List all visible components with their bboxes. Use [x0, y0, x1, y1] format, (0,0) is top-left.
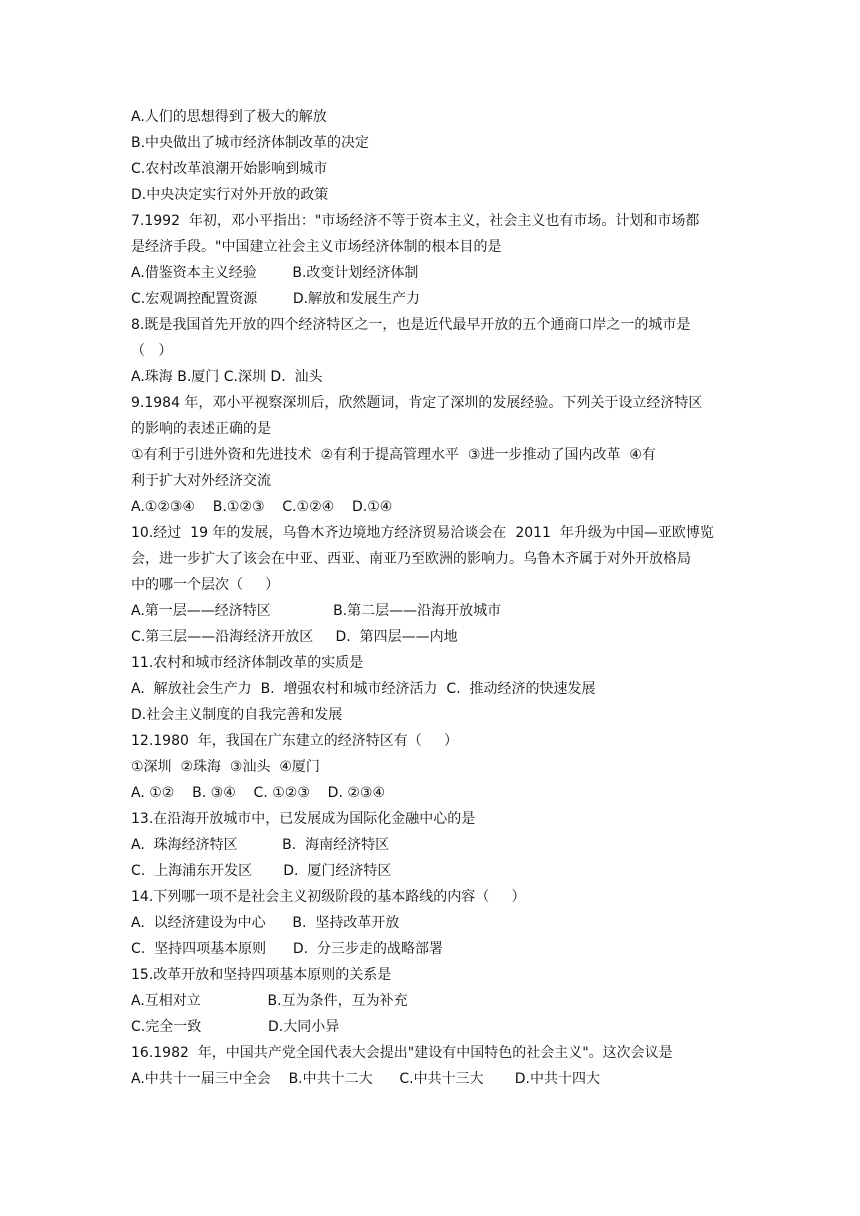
text-line: 利于扩大对外经济交流 [131, 473, 271, 489]
text-line: A. ①② B. ③④ C. ①②③ D. ②③④ [131, 785, 386, 801]
text-line: C.完全一致 D.大同小异 [131, 1019, 340, 1035]
text-line: （ ） [131, 343, 173, 359]
text-line: 9.1984 年，邓小平视察深圳后，欣然题词，肯定了深圳的发展经验。下列关于设立经济特区 [131, 395, 703, 411]
text-line: 7.1992 年初，邓小平指出："市场经济不等于资本主义，社会主义也有市场。计划和市场都 [131, 213, 700, 229]
text-line: A.第一层——经济特区 B.第二层——沿海开放城市 [131, 603, 502, 619]
text-line: 会，进一步扩大了该会在中亚、西亚、南亚乃至欧洲的影响力。乌鲁木齐属于对外开放格局 [131, 551, 691, 567]
text-line: C.农村改革浪潮开始影响到城市 [131, 161, 328, 177]
text-line: D.社会主义制度的自我完善和发展 [131, 707, 343, 723]
text-line: B.中央做出了城市经济体制改革的决定 [131, 135, 370, 151]
text-line: A.互相对立 B.互为条件，互为补充 [131, 993, 408, 1009]
text-line: C. 坚持四项基本原则 D. 分三步走的战略部署 [131, 941, 443, 957]
text-line: 中的哪一个层次（ ） [131, 577, 280, 593]
text-line: 15.改革开放和坚持四项基本原则的关系是 [131, 967, 392, 983]
text-line: A.珠海 B.厦门 C.深圳 D. 汕头 [131, 369, 323, 385]
text-line: C.宏观调控配置资源 D.解放和发展生产力 [131, 291, 421, 307]
text-line: A. 珠海经济特区 B. 海南经济特区 [131, 837, 390, 853]
text-line: 是经济手段。"中国建立社会主义市场经济体制的根本目的是 [131, 239, 502, 255]
text-line: A.借鉴资本主义经验 B.改变计划经济体制 [131, 265, 419, 281]
text-line: A.人们的思想得到了极大的解放 [131, 109, 327, 125]
text-line: A.中共十一届三中全会 B.中共十二大 C.中共十三大 D.中共十四大 [131, 1071, 600, 1087]
text-line: A. 以经济建设为中心 B. 坚持改革开放 [131, 915, 400, 931]
text-line: 10.经过 19 年的发展，乌鲁木齐边境地方经济贸易洽谈会在 2011 年升级为中国—亚欧博览 [131, 525, 714, 541]
text-line: 13.在沿海开放城市中，已发展成为国际化金融中心的是 [131, 811, 476, 827]
text-line: 16.1982 年，中国共产党全国代表大会提出"建设有中国特色的社会主义"。这次会议是 [131, 1045, 673, 1061]
text-line: 8.既是我国首先开放的四个经济特区之一，也是近代最早开放的五个通商口岸之一的城市是 [131, 317, 691, 333]
text-line: 11.农村和城市经济体制改革的实质是 [131, 655, 364, 671]
text-line: C. 上海浦东开发区 D. 厦门经济特区 [131, 863, 392, 879]
text-line: 14.下列哪一项不是社会主义初级阶段的基本路线的内容（ ） [131, 889, 526, 905]
question-text-block [131, 104, 731, 1092]
text-line: 的影响的表述正确的是 [131, 421, 271, 437]
text-line: A. 解放社会生产力 B. 增强农村和城市经济活力 C. 推动经济的快速发展 [131, 681, 596, 697]
text-line: A.①②③④ B.①②③ C.①②④ D.①④ [131, 499, 393, 515]
text-line: C.第三层——沿海经济开放区 D. 第四层——内地 [131, 629, 458, 645]
text-line: ①有利于引进外资和先进技术 ②有利于提高管理水平 ③进一步推动了国内改革 ④有 [131, 447, 656, 463]
text-line: ①深圳 ②珠海 ③汕头 ④厦门 [131, 759, 320, 775]
text-line: D.中央决定实行对外开放的政策 [131, 187, 329, 203]
text-line: 12.1980 年，我国在广东建立的经济特区有（ ） [131, 733, 459, 749]
